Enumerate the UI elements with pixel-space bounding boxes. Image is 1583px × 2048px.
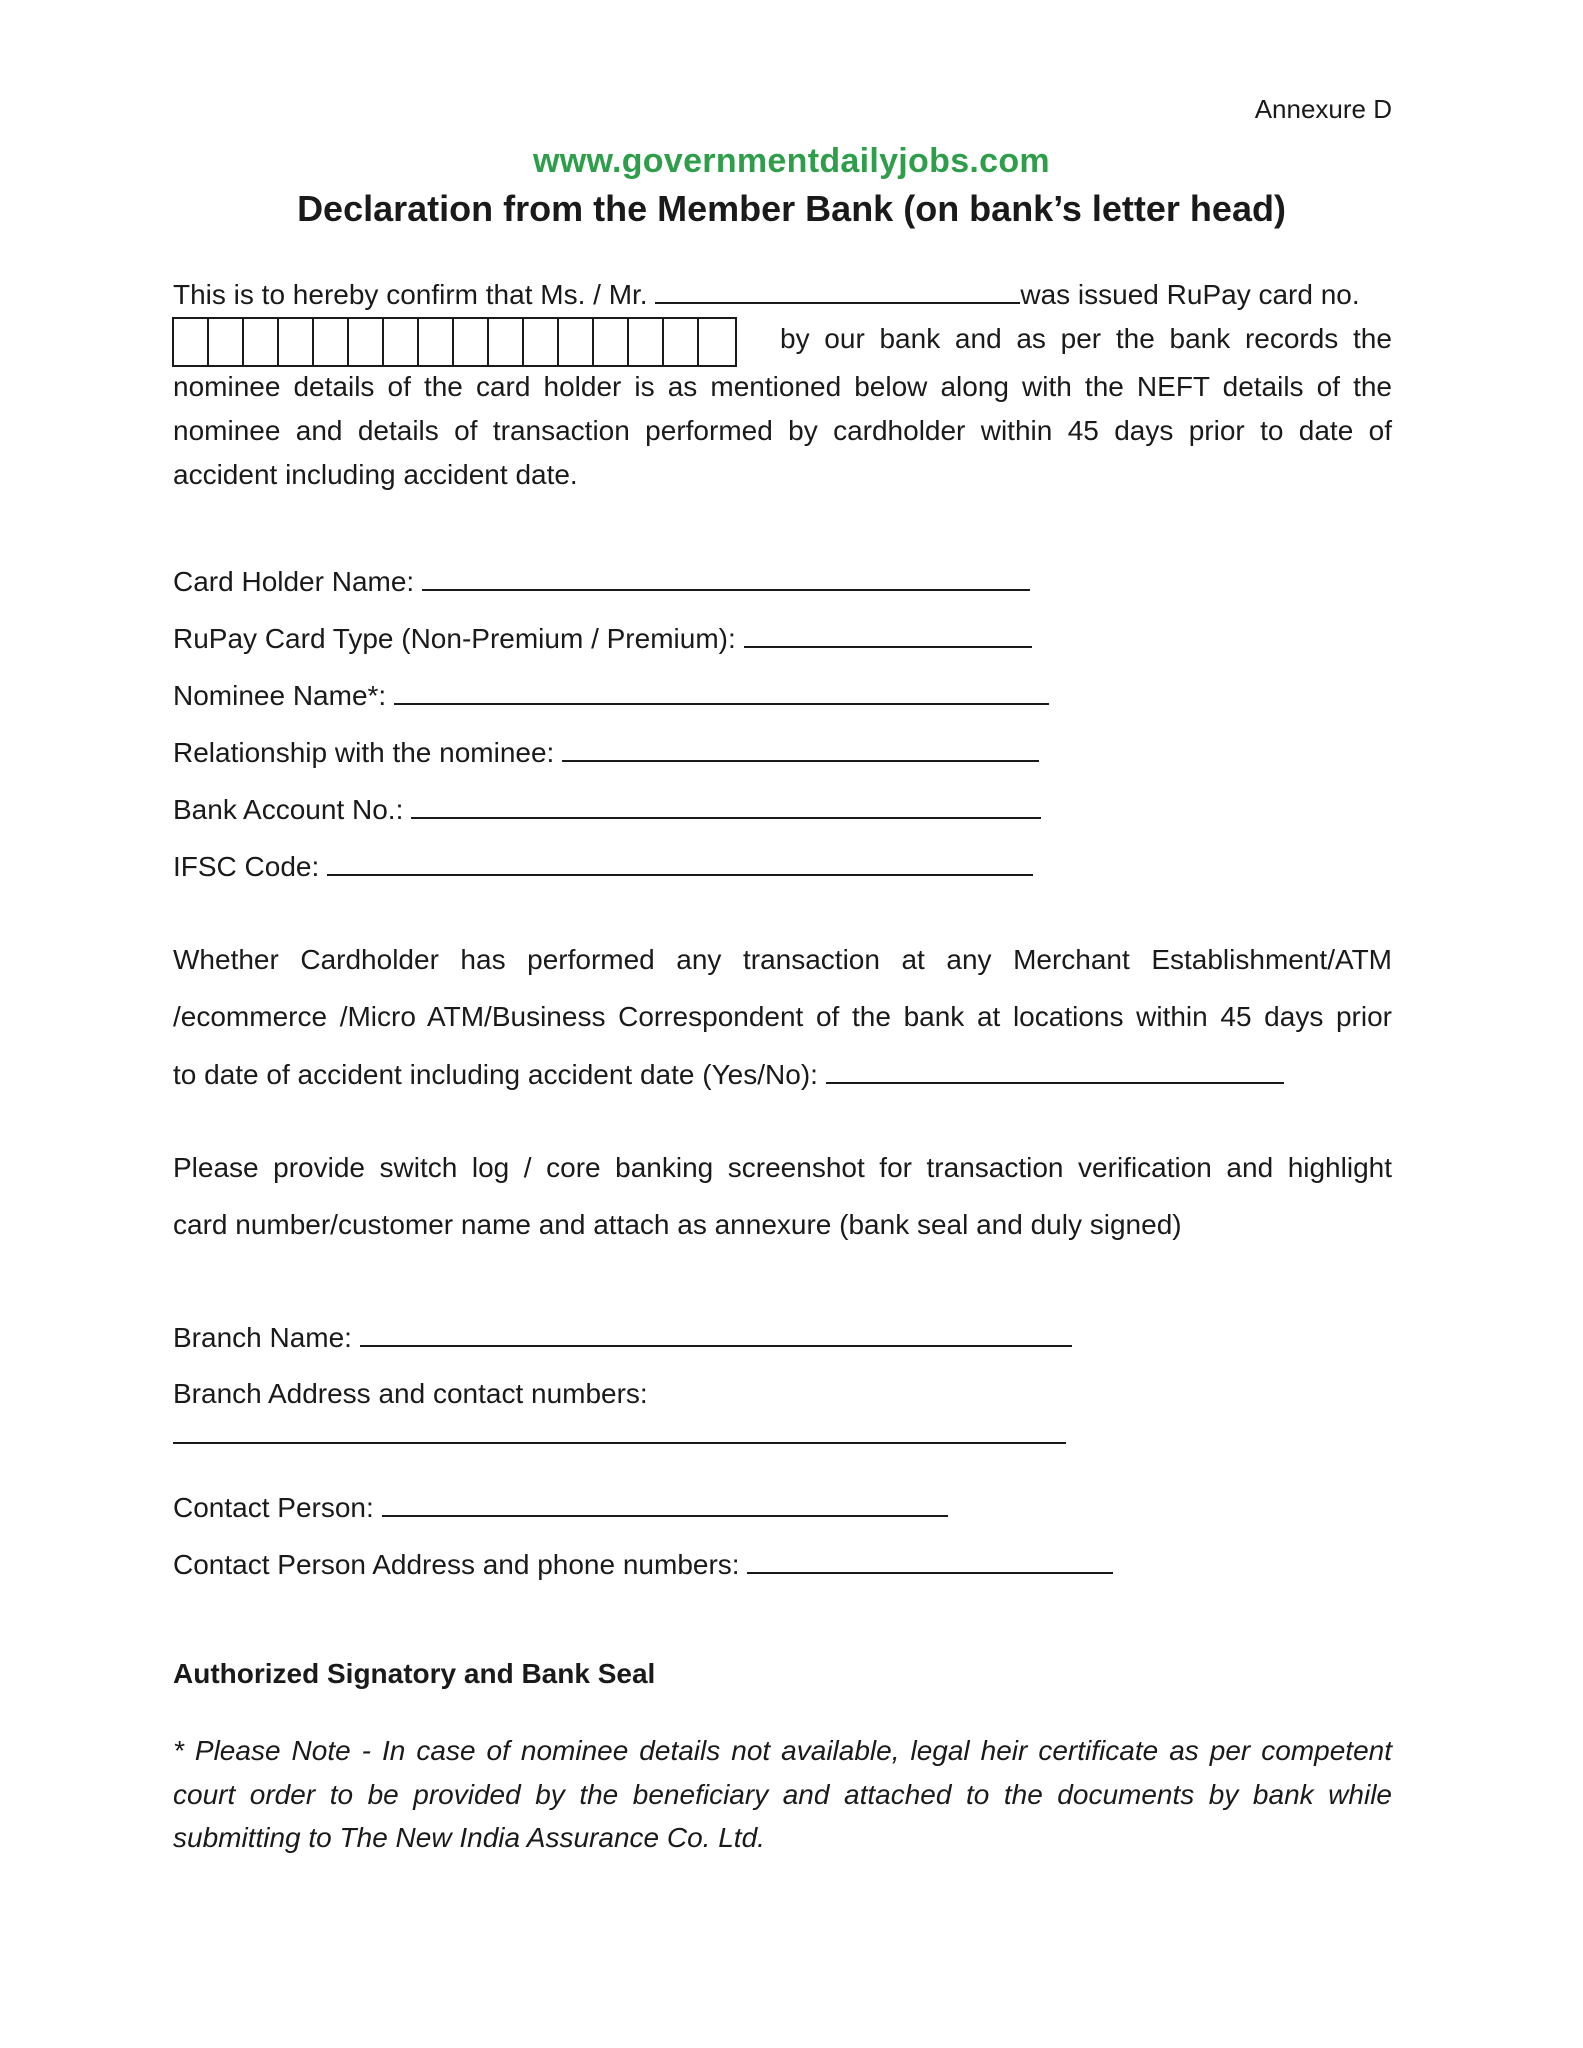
contact-address-field <box>173 1546 1113 1583</box>
note-line-3: submitting to The New India Assurance Co. Ltd. <box>173 1822 765 1853</box>
account-no-input[interactable] <box>411 791 1041 819</box>
contact-address-label: Contact Person Address and phone numbers: <box>173 1549 740 1580</box>
name-blank[interactable] <box>655 276 1020 304</box>
ifsc-field <box>173 848 1033 885</box>
card-type-field <box>173 620 1032 657</box>
contact-person-input[interactable] <box>382 1489 948 1517</box>
branch-address-label: Branch Address and contact numbers: <box>173 1378 648 1409</box>
signatory-heading: Authorized Signatory and Bank Seal <box>173 1658 656 1689</box>
relationship-field <box>173 734 1039 771</box>
transaction-line-2: /ecommerce /Micro ATM/Business Correspondent of the bank at locations within 45 days prior <box>173 1001 1392 1032</box>
switch-log-line-2: card number/customer name and attach as annexure (bank seal and duly signed) <box>173 1209 1182 1240</box>
transaction-yes-no-input[interactable] <box>826 1056 1284 1084</box>
intro-line-1-suffix: was issued RuPay card no. <box>1020 279 1360 310</box>
card-digit-box[interactable] <box>279 319 314 365</box>
intro-line-1-prefix: This is to hereby confirm that Ms. / Mr. <box>173 279 648 310</box>
contact-person-label: Contact Person: <box>173 1492 374 1523</box>
relationship-label: Relationship with the nominee: <box>173 737 555 768</box>
nominee-name-input[interactable] <box>394 677 1049 705</box>
branch-name-input[interactable] <box>360 1319 1072 1347</box>
card-holder-name-input[interactable] <box>422 563 1030 591</box>
branch-address-input[interactable] <box>173 1442 1066 1444</box>
card-digit-box[interactable] <box>174 319 209 365</box>
annexure-label: Annexure D <box>1254 94 1392 124</box>
card-digit-box[interactable] <box>209 319 244 365</box>
transaction-line-3 <box>173 1056 1284 1093</box>
card-digit-box[interactable] <box>629 319 664 365</box>
ifsc-input[interactable] <box>327 848 1033 876</box>
card-digit-box[interactable] <box>349 319 384 365</box>
card-digit-box[interactable] <box>314 319 349 365</box>
card-digit-box[interactable] <box>699 319 735 365</box>
transaction-question-label: to date of accident including accident date (Yes/No): <box>173 1059 818 1090</box>
website-watermark: www.governmentdailyjobs.com <box>533 142 1050 180</box>
intro-line-5: accident including accident date. <box>173 459 578 490</box>
card-type-input[interactable] <box>744 620 1032 648</box>
contact-address-input[interactable] <box>747 1546 1113 1574</box>
card-digit-box[interactable] <box>454 319 489 365</box>
intro-line-1 <box>173 276 1360 313</box>
note-line-1: * Please Note - In case of nominee details not available, legal heir certificate as per competent <box>173 1735 1392 1766</box>
nominee-name-label: Nominee Name*: <box>173 680 387 711</box>
nominee-name-field <box>173 677 1049 714</box>
card-holder-name-label: Card Holder Name: <box>173 566 415 597</box>
relationship-input[interactable] <box>562 734 1039 762</box>
card-digit-box[interactable] <box>384 319 419 365</box>
transaction-line-1: Whether Cardholder has performed any transaction at any Merchant Establishment/ATM <box>173 944 1392 975</box>
note-line-2: court order to be provided by the beneficiary and attached to the documents by bank while <box>173 1779 1392 1810</box>
card-digit-box[interactable] <box>559 319 594 365</box>
card-digit-box[interactable] <box>419 319 454 365</box>
intro-line-3: nominee details of the card holder is as mentioned below along with the NEFT details of the <box>173 371 1392 402</box>
card-type-label: RuPay Card Type (Non-Premium / Premium): <box>173 623 736 654</box>
card-digit-box[interactable] <box>244 319 279 365</box>
branch-name-label: Branch Name: <box>173 1322 352 1353</box>
account-no-field <box>173 791 1041 828</box>
intro-line-2: by our bank and as per the bank records the <box>780 323 1392 354</box>
branch-name-field <box>173 1319 1072 1356</box>
page-title: Declaration from the Member Bank (on bank’s letter head) <box>297 188 1286 229</box>
card-digit-box[interactable] <box>524 319 559 365</box>
contact-person-field <box>173 1489 948 1526</box>
intro-line-4: nominee and details of transaction performed by cardholder within 45 days prior to date of <box>173 415 1392 446</box>
card-holder-name-field <box>173 563 1030 600</box>
card-digit-box[interactable] <box>594 319 629 365</box>
card-digit-box[interactable] <box>664 319 699 365</box>
switch-log-line-1: Please provide switch log / core banking screenshot for transaction verification and highlight <box>173 1152 1392 1183</box>
card-number-boxes[interactable] <box>172 317 737 367</box>
card-digit-box[interactable] <box>489 319 524 365</box>
ifsc-label: IFSC Code: <box>173 851 320 882</box>
account-no-label: Bank Account No.: <box>173 794 404 825</box>
